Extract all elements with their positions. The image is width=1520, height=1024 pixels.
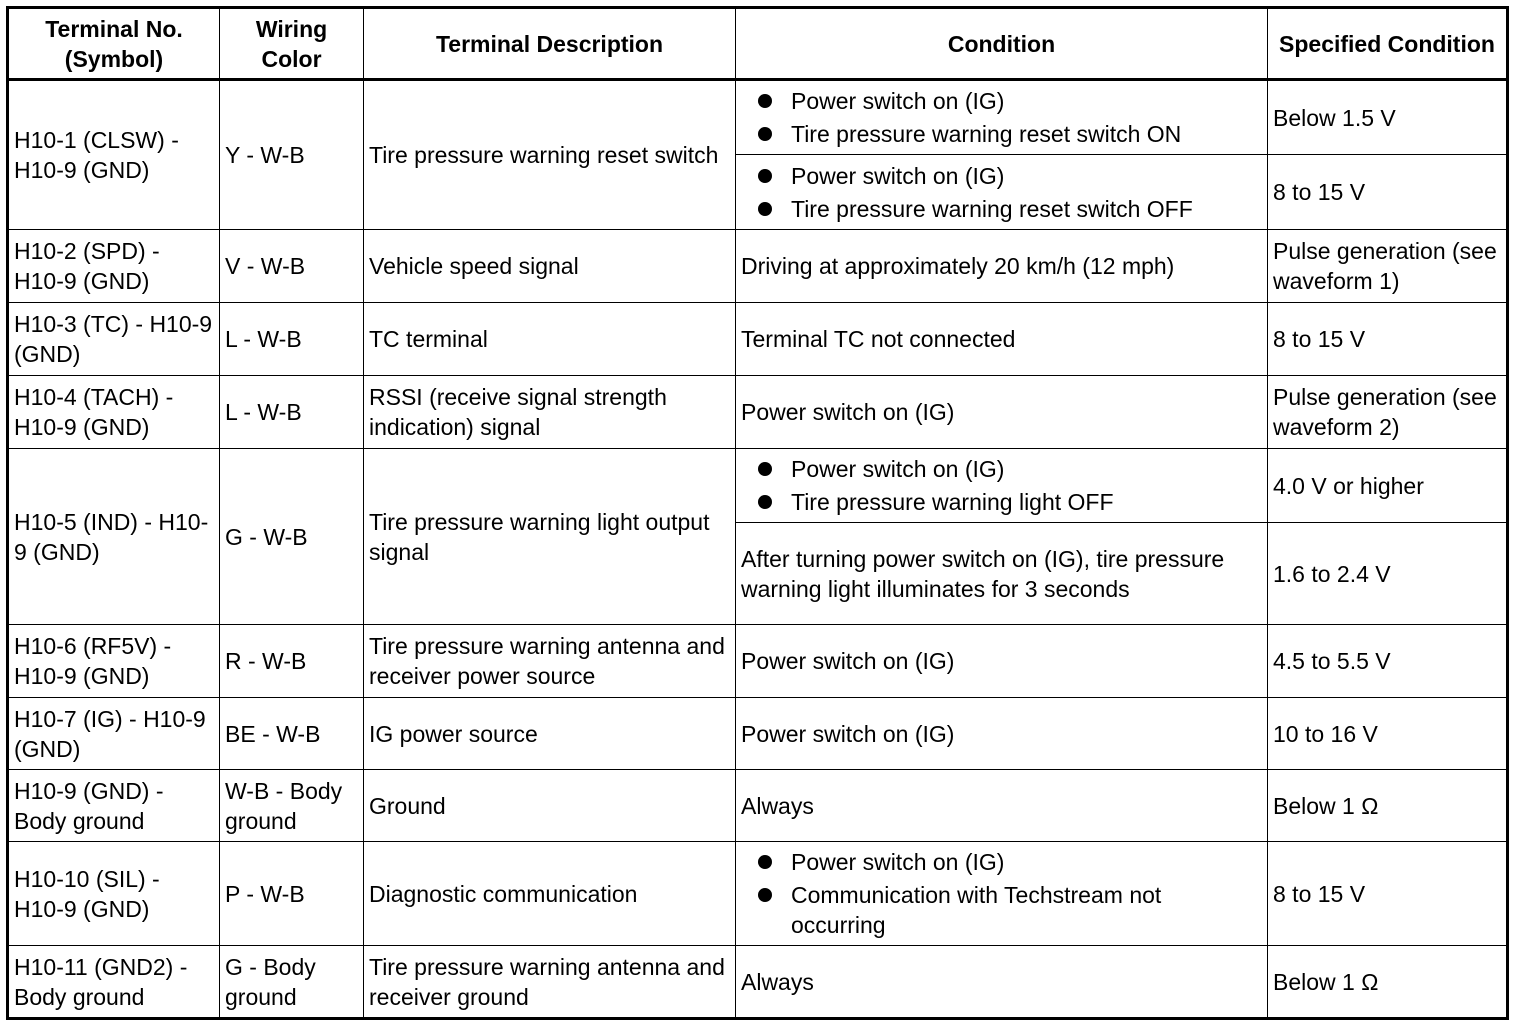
terminal-cell: H10-3 (TC) - H10-9 (GND) (8, 303, 220, 376)
spec-cell: 4.0 V or higher (1268, 449, 1508, 523)
terminal-cell: H10-1 (CLSW) - H10-9 (GND) (8, 80, 220, 230)
table-row (8, 698, 1508, 770)
description-cell: Tire pressure warning reset switch (364, 80, 736, 230)
table-row (8, 449, 1508, 523)
condition-item (741, 86, 1262, 116)
condition-text: Tire pressure warning light OFF (791, 489, 1114, 515)
wiring-cell: V - W-B (220, 230, 364, 303)
wiring-cell: R - W-B (220, 625, 364, 698)
condition-item (741, 454, 1262, 484)
bullet-icon (758, 127, 772, 141)
terminal-specification-table (6, 6, 1509, 1020)
terminal-cell: H10-4 (TACH) - H10-9 (GND) (8, 376, 220, 449)
condition-cell: Always (736, 946, 1268, 1019)
condition-cell: Power switch on (IG) (736, 625, 1268, 698)
terminal-cell: H10-9 (GND) - Body ground (8, 770, 220, 842)
bullet-icon (758, 888, 772, 902)
wiring-cell: P - W-B (220, 842, 364, 946)
spec-cell: Below 1 Ω (1268, 770, 1508, 842)
wiring-cell: L - W-B (220, 376, 364, 449)
condition-cell: Power switch on (IG) (736, 376, 1268, 449)
spec-cell: 8 to 15 V (1268, 842, 1508, 946)
terminal-cell: H10-5 (IND) - H10-9 (GND) (8, 449, 220, 625)
condition-list (741, 86, 1262, 149)
table-row (8, 80, 1508, 155)
table-row (8, 230, 1508, 303)
condition-text: Power switch on (IG) (791, 456, 1005, 482)
bullet-icon (758, 462, 772, 476)
header-condition: Condition (736, 8, 1268, 80)
spec-cell: Pulse generation (see waveform 2) (1268, 376, 1508, 449)
condition-text: Communication with Techstream not occurring (791, 882, 1162, 938)
condition-cell (736, 80, 1268, 155)
condition-list (741, 454, 1262, 517)
wiring-cell: W-B - Body ground (220, 770, 364, 842)
wiring-cell: BE - W-B (220, 698, 364, 770)
table-row (8, 842, 1508, 946)
description-cell: Tire pressure warning light output signal (364, 449, 736, 625)
bullet-icon (758, 202, 772, 216)
spec-cell: 8 to 15 V (1268, 303, 1508, 376)
header-terminal-description: Terminal Description (364, 8, 736, 80)
condition-text: Tire pressure warning reset switch OFF (791, 195, 1193, 222)
condition-text: Tire pressure warning reset switch ON (791, 121, 1182, 147)
table-row (8, 625, 1508, 698)
table-row (8, 770, 1508, 842)
header-specified-condition: Specified Condition (1268, 8, 1508, 80)
spec-cell: 4.5 to 5.5 V (1268, 625, 1508, 698)
condition-cell: Power switch on (IG) (736, 698, 1268, 770)
wiring-cell: L - W-B (220, 303, 364, 376)
spec-cell: 1.6 to 2.4 V (1268, 523, 1508, 625)
wiring-cell: G - W-B (220, 449, 364, 625)
condition-item (741, 880, 1262, 940)
description-cell: Tire pressure warning antenna and receiver ground (364, 946, 736, 1019)
table-row (8, 303, 1508, 376)
condition-list (741, 847, 1262, 940)
spec-cell: Pulse generation (see waveform 1) (1268, 230, 1508, 303)
description-cell: RSSI (receive signal strength indication) signal (364, 376, 736, 449)
table-header (8, 8, 1508, 80)
condition-item (741, 487, 1262, 517)
terminal-cell: H10-11 (GND2) - Body ground (8, 946, 220, 1019)
header-row (8, 8, 1508, 80)
wiring-cell: Y - W-B (220, 80, 364, 230)
description-cell: Ground (364, 770, 736, 842)
table-row (8, 376, 1508, 449)
bullet-icon (758, 855, 772, 869)
bullet-icon (758, 94, 772, 108)
condition-cell: After turning power switch on (IG), tire pressure warning light illuminates for 3 seconds (736, 523, 1268, 625)
bullet-icon (758, 169, 772, 183)
condition-cell (736, 155, 1268, 230)
condition-text: Power switch on (IG) (791, 88, 1005, 114)
condition-item (741, 161, 1262, 191)
condition-item (741, 119, 1262, 149)
condition-cell (736, 449, 1268, 523)
bullet-icon (758, 495, 772, 509)
condition-cell: Always (736, 770, 1268, 842)
header-wiring-color: Wiring Color (220, 8, 364, 80)
description-cell: Vehicle speed signal (364, 230, 736, 303)
condition-list (741, 161, 1262, 224)
condition-cell (736, 842, 1268, 946)
header-terminal: Terminal No. (Symbol) (8, 8, 220, 80)
spec-cell: Below 1 Ω (1268, 946, 1508, 1019)
condition-text: Power switch on (IG) (791, 849, 1005, 875)
wiring-cell: G - Body ground (220, 946, 364, 1019)
description-cell: IG power source (364, 698, 736, 770)
terminal-cell: H10-6 (RF5V) - H10-9 (GND) (8, 625, 220, 698)
table-body (8, 80, 1508, 1019)
condition-cell: Driving at approximately 20 km/h (12 mph) (736, 230, 1268, 303)
spec-cell: Below 1.5 V (1268, 80, 1508, 155)
condition-item (741, 847, 1262, 877)
description-cell: TC terminal (364, 303, 736, 376)
terminal-cell: H10-10 (SIL) - H10-9 (GND) (8, 842, 220, 946)
description-cell: Tire pressure warning antenna and receiver power source (364, 625, 736, 698)
spec-cell: 8 to 15 V (1268, 155, 1508, 230)
condition-text: Power switch on (IG) (791, 162, 1005, 189)
condition-item (741, 194, 1262, 224)
table-row (8, 946, 1508, 1019)
terminal-cell: H10-7 (IG) - H10-9 (GND) (8, 698, 220, 770)
terminal-cell: H10-2 (SPD) - H10-9 (GND) (8, 230, 220, 303)
description-cell: Diagnostic communication (364, 842, 736, 946)
condition-cell: Terminal TC not connected (736, 303, 1268, 376)
spec-cell: 10 to 16 V (1268, 698, 1508, 770)
